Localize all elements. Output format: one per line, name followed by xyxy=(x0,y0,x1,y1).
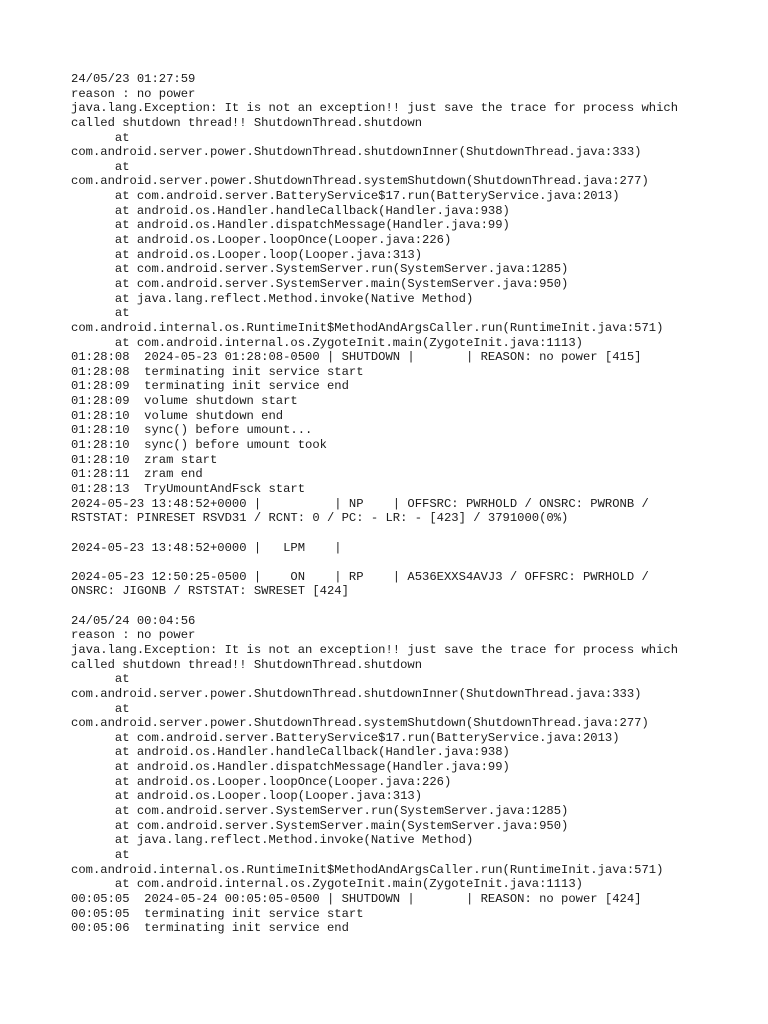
log-line: 00:05:05 2024-05-24 00:05:05-0500 | SHUTDOWN | | REASON: no power [424] xyxy=(71,891,642,906)
log-line: RSTSTAT: PINRESET RSVD31 / RCNT: 0 / PC: - LR: - [423] / 3791000(0%) xyxy=(71,511,569,526)
log-line: at java.lang.reflect.Method.invoke(Native Method) xyxy=(71,833,474,848)
log-line: at com.android.internal.os.ZygoteInit.main(ZygoteInit.java:1113) xyxy=(71,877,583,892)
log-line: at java.lang.reflect.Method.invoke(Native Method) xyxy=(71,291,474,306)
log-line: reason : no power xyxy=(71,628,196,643)
log-line: at com.android.server.SystemServer.run(SystemServer.java:1285) xyxy=(71,804,569,819)
log-line: com.android.server.power.ShutdownThread.systemShutdown(ShutdownThread.java:277) xyxy=(71,174,649,189)
log-line: 01:28:08 terminating init service start xyxy=(71,364,364,379)
log-line: at xyxy=(71,306,130,321)
log-line: 01:28:10 zram start xyxy=(71,452,218,467)
log-line: 01:28:09 volume shutdown start xyxy=(71,394,298,409)
log-line: com.android.server.power.ShutdownThread.systemShutdown(ShutdownThread.java:277) xyxy=(71,716,649,731)
log-line: 00:05:05 terminating init service start xyxy=(71,906,364,921)
log-line: 2024-05-23 12:50:25-0500 | ON | RP | A536EXXS4AVJ3 / OFFSRC: PWRHOLD / xyxy=(71,569,649,584)
log-line: 01:28:13 TryUmountAndFsck start xyxy=(71,481,306,496)
shutdown-log-text xyxy=(71,72,731,936)
log-line: at xyxy=(71,672,130,687)
log-line: 2024-05-23 13:48:52+0000 | LPM | xyxy=(71,540,342,555)
log-line: java.lang.Exception: It is not an exception!! just save the trace for process which xyxy=(71,642,679,657)
log-line: at com.android.server.BatteryService$17.run(BatteryService.java:2013) xyxy=(71,189,620,204)
log-line: at android.os.Handler.handleCallback(Handler.java:938) xyxy=(71,203,510,218)
log-line: 01:28:10 volume shutdown end xyxy=(71,408,284,423)
log-line: at com.android.server.SystemServer.main(SystemServer.java:950) xyxy=(71,276,569,291)
log-line: ONSRC: JIGONB / RSTSTAT: SWRESET [424] xyxy=(71,584,349,599)
log-line: com.android.server.power.ShutdownThread.shutdownInner(ShutdownThread.java:333) xyxy=(71,145,642,160)
log-line: called shutdown thread!! ShutdownThread.shutdown xyxy=(71,657,423,672)
log-line: 24/05/23 01:27:59 xyxy=(71,72,196,86)
log-line xyxy=(71,526,731,541)
log-line: com.android.server.power.ShutdownThread.shutdownInner(ShutdownThread.java:333) xyxy=(71,686,642,701)
log-line: called shutdown thread!! ShutdownThread.shutdown xyxy=(71,115,423,130)
log-line: 2024-05-23 13:48:52+0000 | | NP | OFFSRC: PWRHOLD / ONSRC: PWRONB / xyxy=(71,496,649,511)
log-line: at com.android.internal.os.ZygoteInit.main(ZygoteInit.java:1113) xyxy=(71,335,583,350)
log-line: at android.os.Looper.loopOnce(Looper.java:226) xyxy=(71,233,452,248)
log-line: 01:28:11 zram end xyxy=(71,467,203,482)
log-line xyxy=(71,555,731,570)
log-line: at xyxy=(71,130,130,145)
log-line: at xyxy=(71,159,130,174)
log-line: 01:28:10 sync() before umount... xyxy=(71,423,313,438)
log-line: at android.os.Looper.loopOnce(Looper.java:226) xyxy=(71,774,452,789)
log-line: 01:28:10 sync() before umount took xyxy=(71,438,327,453)
log-line: 01:28:08 2024-05-23 01:28:08-0500 | SHUTDOWN | | REASON: no power [415] xyxy=(71,350,642,365)
log-line: 24/05/24 00:04:56 xyxy=(71,613,196,628)
log-line: at xyxy=(71,701,130,716)
log-line: at android.os.Handler.handleCallback(Handler.java:938) xyxy=(71,745,510,760)
log-line: com.android.internal.os.RuntimeInit$MethodAndArgsCaller.run(RuntimeInit.java:571) xyxy=(71,320,664,335)
log-line: 00:05:06 terminating init service end xyxy=(71,921,349,936)
log-line: 01:28:09 terminating init service end xyxy=(71,379,349,394)
log-line: at android.os.Handler.dispatchMessage(Handler.java:99) xyxy=(71,218,510,233)
log-line: at com.android.server.SystemServer.main(SystemServer.java:950) xyxy=(71,818,569,833)
log-line: at com.android.server.BatteryService$17.run(BatteryService.java:2013) xyxy=(71,730,620,745)
log-line: reason : no power xyxy=(71,86,196,101)
log-line: java.lang.Exception: It is not an exception!! just save the trace for process which xyxy=(71,101,679,116)
log-line: at android.os.Looper.loop(Looper.java:313) xyxy=(71,247,423,262)
log-line: at android.os.Handler.dispatchMessage(Handler.java:99) xyxy=(71,760,510,775)
log-line: com.android.internal.os.RuntimeInit$MethodAndArgsCaller.run(RuntimeInit.java:571) xyxy=(71,862,664,877)
log-line: at xyxy=(71,847,130,862)
log-line: at android.os.Looper.loop(Looper.java:313) xyxy=(71,789,423,804)
log-line: at com.android.server.SystemServer.run(SystemServer.java:1285) xyxy=(71,262,569,277)
log-line xyxy=(71,599,731,614)
